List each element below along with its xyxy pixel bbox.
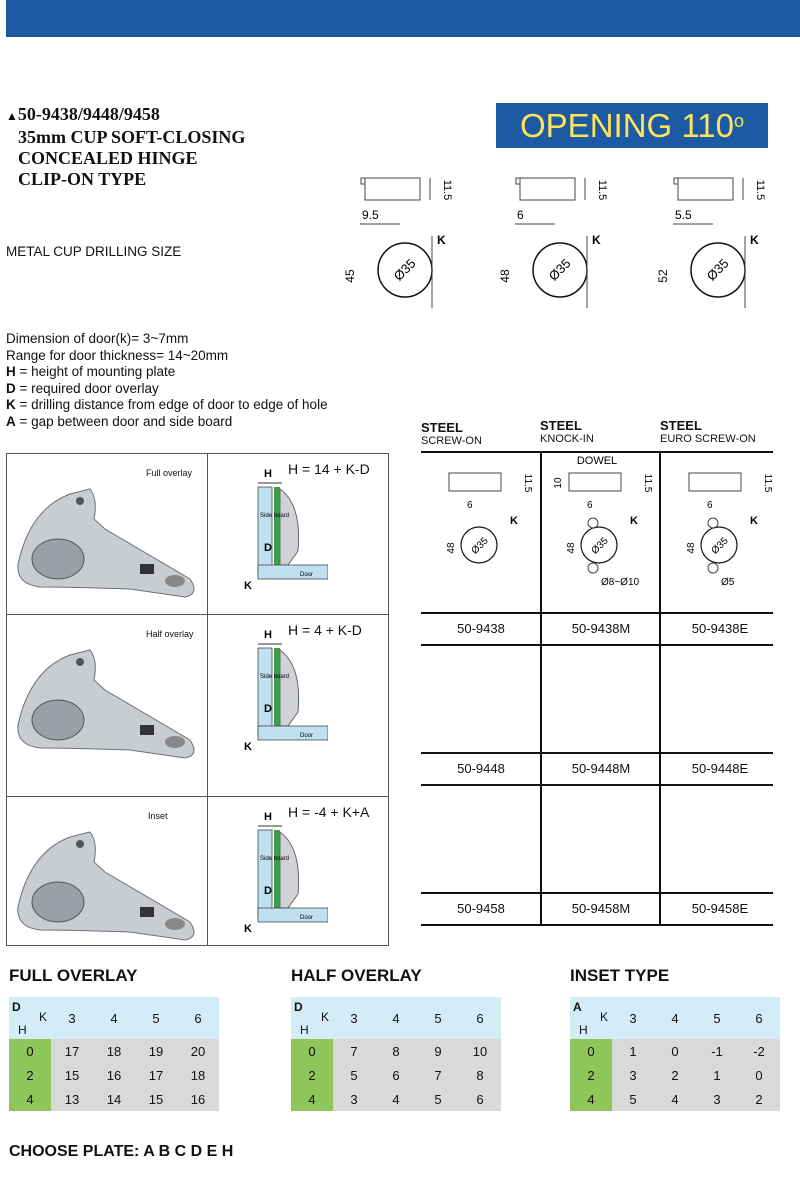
plate-header-euro: STEEL EURO SCREW-ON	[660, 418, 756, 445]
h-value: 18	[93, 1039, 135, 1063]
formula-text: H = 14 + K-D	[288, 461, 370, 477]
plate-header-screw-on: STEEL SCREW-ON	[421, 420, 482, 447]
k-label: K	[437, 233, 446, 247]
svg-text:Side board: Side board	[260, 674, 290, 680]
code-9438: 50-9438	[457, 621, 505, 636]
h-value: 4	[375, 1087, 417, 1111]
h-value: -1	[696, 1039, 738, 1063]
diameter-label: Ø35	[390, 255, 419, 284]
plate-height-label: 11.5	[522, 473, 533, 493]
h-value: 16	[177, 1087, 219, 1111]
table-corner: A K H	[570, 997, 612, 1039]
offset-label: 6	[467, 500, 473, 511]
height-label: 52	[656, 269, 670, 283]
thickness-range-text: Range for door thickness= 14~20mm	[6, 347, 229, 363]
svg-text:Side board: Side board	[260, 513, 290, 519]
h-value: 8	[459, 1063, 501, 1087]
h-value: 7	[333, 1039, 375, 1063]
offset-label: 6	[517, 208, 524, 222]
offset-label: 6	[587, 500, 593, 511]
plate-height-label: 11.5	[642, 473, 653, 493]
diameter-label: Ø35	[703, 255, 732, 284]
h-value: 9	[417, 1039, 459, 1063]
k-label: K	[510, 515, 518, 527]
formula-text: H = 4 + K-D	[288, 622, 362, 638]
screw-hole	[588, 518, 598, 528]
choose-plate-text: CHOOSE PLATE: A B C D E H	[9, 1143, 234, 1160]
drilling-size-label: METAL CUP DRILLING SIZE	[6, 244, 182, 259]
h-value: 13	[51, 1087, 93, 1111]
table-title: INSET TYPE	[570, 966, 670, 985]
d-value: 0	[9, 1039, 51, 1063]
offset-label: 5.5	[675, 208, 692, 222]
plate-height-label: 11.5	[441, 179, 453, 201]
def-a: A = gap between door and side board	[6, 413, 233, 429]
h-value: 2	[738, 1087, 780, 1111]
height-label: 45	[343, 269, 357, 283]
d-value: 4	[291, 1087, 333, 1111]
h-value: 3	[333, 1087, 375, 1111]
d-value: 0	[570, 1039, 612, 1063]
plate-height-label: 11.5	[754, 179, 766, 201]
def-h: H = height of mounting plate	[6, 364, 176, 379]
svg-text:Door: Door	[300, 733, 314, 739]
title-line-1: 35mm CUP SOFT-CLOSING	[18, 127, 246, 147]
offset-label: 6	[707, 500, 713, 511]
code-9438m: 50-9438M	[571, 621, 631, 636]
overlay-type-label: Half overlay	[146, 629, 194, 639]
dowel-label: DOWEL	[576, 455, 618, 467]
height-label: 48	[686, 542, 697, 554]
svg-text:D: D	[264, 542, 272, 554]
k-value: 6	[459, 997, 501, 1039]
d-value: 4	[570, 1087, 612, 1111]
d-value: 2	[570, 1063, 612, 1087]
side-label: 10	[553, 477, 564, 489]
svg-text:Door: Door	[300, 915, 314, 921]
h-value: 19	[135, 1039, 177, 1063]
overlay-table	[9, 997, 219, 1111]
h-value: 1	[696, 1063, 738, 1087]
k-value: 5	[417, 997, 459, 1039]
k-label: K	[750, 515, 758, 527]
h-value: -2	[738, 1039, 780, 1063]
k-label: K	[630, 515, 638, 527]
def-k: K = drilling distance from edge of door to edge of hole	[6, 397, 328, 412]
h-value: 18	[177, 1063, 219, 1087]
hinge-photo	[10, 812, 200, 950]
svg-text:Door: Door	[300, 572, 314, 578]
def-d: D = required door overlay	[6, 380, 159, 396]
hole-label: Ø8~Ø10	[601, 577, 640, 588]
h-value: 0	[738, 1063, 780, 1087]
plate-shape	[449, 473, 501, 491]
h-value: 5	[333, 1063, 375, 1087]
svg-text:D: D	[264, 703, 272, 715]
h-value: 15	[51, 1063, 93, 1087]
hinge-photo	[10, 630, 200, 780]
svg-text:Side board: Side board	[260, 856, 290, 862]
diameter-label: Ø35	[589, 535, 611, 557]
drilling-diagrams	[340, 168, 800, 328]
screw-hole	[588, 563, 598, 573]
screw-hole	[708, 518, 718, 528]
model-number: 50-9438/9448/9458	[17, 104, 160, 124]
h-value: 10	[459, 1039, 501, 1063]
h-value: 3	[612, 1063, 654, 1087]
d-value: 2	[291, 1063, 333, 1087]
h-value: 17	[51, 1039, 93, 1063]
overlay-type-label: Inset	[148, 811, 168, 821]
h-value: 1	[612, 1039, 654, 1063]
code-9458e: 50-9458E	[691, 901, 749, 916]
svg-text:K: K	[244, 741, 252, 753]
table-title: FULL OVERLAY	[9, 966, 138, 985]
h-value: 5	[417, 1087, 459, 1111]
h-value: 3	[696, 1087, 738, 1111]
plate-shape	[569, 473, 621, 491]
h-value: 5	[612, 1087, 654, 1111]
diameter-label: Ø35	[709, 535, 731, 557]
k-value: 5	[135, 997, 177, 1039]
d-value: 2	[9, 1063, 51, 1087]
k-value: 3	[612, 997, 654, 1039]
mounting-diagram	[228, 808, 328, 943]
d-value: 4	[9, 1087, 51, 1111]
product-title	[6, 104, 245, 190]
k-label: K	[592, 233, 601, 247]
h-value: 7	[417, 1063, 459, 1087]
code-9458m: 50-9458M	[571, 901, 631, 916]
triangle-icon: ▲	[6, 109, 18, 123]
mounting-plate-shape	[516, 178, 575, 200]
k-label: K	[750, 233, 759, 247]
mounting-diagram	[228, 465, 328, 600]
k-value: 3	[51, 997, 93, 1039]
h-value: 16	[93, 1063, 135, 1087]
title-line-3: CLIP-ON TYPE	[18, 169, 147, 189]
height-label: 48	[446, 542, 457, 554]
overlay-table	[570, 997, 780, 1111]
table-corner: D K H	[291, 997, 333, 1039]
diameter-label: Ø35	[545, 255, 574, 284]
h-value: 14	[93, 1087, 135, 1111]
svg-text:D: D	[264, 885, 272, 897]
plate-diagrams	[421, 453, 773, 611]
height-label: 48	[498, 269, 512, 283]
d-value: 0	[291, 1039, 333, 1063]
table-title: HALF OVERLAY	[291, 966, 422, 985]
svg-text:K: K	[244, 580, 252, 592]
diameter-label: Ø35	[469, 535, 491, 557]
svg-text:H: H	[264, 468, 272, 480]
plate-height-label: 11.5	[596, 179, 608, 201]
h-value: 20	[177, 1039, 219, 1063]
h-value: 15	[135, 1087, 177, 1111]
h-value: 8	[375, 1039, 417, 1063]
table-corner: D K H	[9, 997, 51, 1039]
code-9438e: 50-9438E	[691, 621, 749, 636]
k-value: 6	[177, 997, 219, 1039]
definitions	[6, 331, 328, 430]
code-9448: 50-9448	[457, 761, 505, 776]
mounting-plate-shape	[674, 178, 733, 200]
k-value: 4	[654, 997, 696, 1039]
k-value: 4	[93, 997, 135, 1039]
plate-header-knock-in: STEEL KNOCK-IN	[540, 418, 594, 445]
h-value: 6	[459, 1087, 501, 1111]
door-dimension-text: Dimension of door(k)= 3~7mm	[6, 331, 189, 346]
code-9458: 50-9458	[457, 901, 505, 916]
k-value: 6	[738, 997, 780, 1039]
code-9448m: 50-9448M	[571, 761, 631, 776]
opening-text: OPENING 110	[520, 107, 734, 144]
k-value: 4	[375, 997, 417, 1039]
mounting-diagram	[228, 626, 328, 761]
title-line-2: CONCEALED HINGE	[18, 148, 198, 168]
offset-label: 9.5	[362, 208, 379, 222]
opening-banner	[496, 103, 768, 148]
height-label: 48	[566, 542, 577, 554]
degree-mark: o	[733, 111, 744, 131]
k-value: 3	[333, 997, 375, 1039]
plate-shape	[689, 473, 741, 491]
k-value: 5	[696, 997, 738, 1039]
hole-label: Ø5	[721, 577, 735, 588]
h-value: 17	[135, 1063, 177, 1087]
h-value: 2	[654, 1063, 696, 1087]
code-9448e: 50-9448E	[691, 761, 749, 776]
h-value: 6	[375, 1063, 417, 1087]
h-value: 4	[654, 1087, 696, 1111]
top-banner-bar	[6, 0, 800, 37]
h-value: 0	[654, 1039, 696, 1063]
screw-hole	[708, 563, 718, 573]
svg-text:H: H	[264, 629, 272, 641]
hinge-photo	[10, 469, 200, 619]
svg-text:H: H	[264, 811, 272, 823]
svg-text:K: K	[244, 923, 252, 935]
plate-height-label: 11.5	[762, 473, 773, 493]
overlay-type-label: Full overlay	[146, 468, 193, 478]
overlay-table	[291, 997, 501, 1111]
mounting-plate-shape	[361, 178, 420, 200]
formula-text: H = -4 + K+A	[288, 804, 370, 820]
